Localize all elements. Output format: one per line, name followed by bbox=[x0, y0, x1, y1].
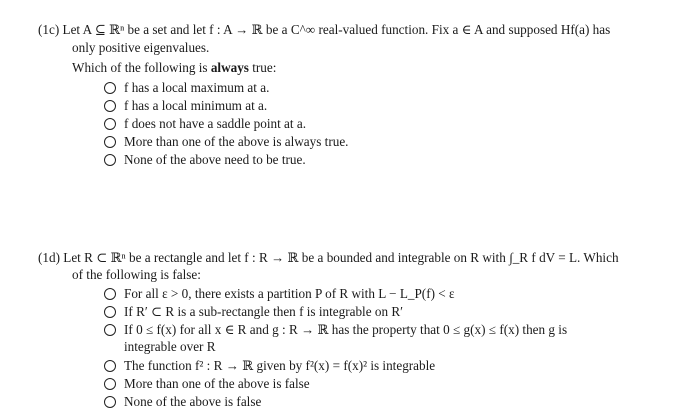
radio-button[interactable] bbox=[104, 288, 116, 300]
radio-button[interactable] bbox=[104, 360, 116, 372]
q1c-prompt-suffix: true: bbox=[248, 60, 277, 75]
q1c-option-4[interactable] bbox=[104, 133, 348, 151]
q1c-option-3-label: f does not have a saddle point at a. bbox=[124, 116, 307, 131]
q1d-option-4[interactable] bbox=[104, 357, 435, 375]
q1d-option-6-label: None of the above is false bbox=[124, 394, 262, 409]
q1d-option-3-label: If 0 ≤ f(x) for all x ∈ R and g : R → ℝ has the property that 0 ≤ g(x) ≤ f(x) then g is bbox=[124, 322, 568, 337]
q1d-option-5-label: More than one of the above is false bbox=[124, 376, 310, 391]
q1d-statement-line2: of the following is false: bbox=[72, 267, 201, 282]
q1c-option-5-label: None of the above need to be true. bbox=[124, 152, 306, 167]
q1c-prompt bbox=[72, 59, 276, 77]
q1c-prompt-prefix: Which of the following is bbox=[72, 60, 211, 75]
q1c-option-4-label: More than one of the above is always true. bbox=[124, 134, 349, 149]
q1c-option-1-label: f has a local maximum at a. bbox=[124, 80, 270, 95]
radio-button[interactable] bbox=[104, 82, 116, 94]
q1d-option-2[interactable] bbox=[104, 303, 403, 321]
radio-button[interactable] bbox=[104, 154, 116, 166]
q1c-option-3[interactable] bbox=[104, 115, 306, 133]
q1d-option-6[interactable] bbox=[104, 393, 261, 411]
radio-button[interactable] bbox=[104, 136, 116, 148]
q1c-statement-line2: only positive eigenvalues. bbox=[72, 40, 210, 55]
q1c-option-2[interactable] bbox=[104, 97, 267, 115]
q1d-statement-line1: (1d) Let R ⊂ ℝⁿ be a rectangle and let f : R → ℝ be a bounded and integrable on R with ∫_R f dV = L. Which bbox=[38, 250, 619, 265]
radio-button[interactable] bbox=[104, 324, 116, 336]
q1c-prompt-bold: always bbox=[210, 60, 249, 75]
q1d-option-3[interactable] bbox=[104, 321, 567, 339]
radio-button[interactable] bbox=[104, 306, 116, 318]
q1d-option-1-label: For all ε > 0, there exists a partition P of R with L − L_P(f) < ε bbox=[124, 286, 455, 301]
radio-button[interactable] bbox=[104, 396, 116, 408]
q1c-option-5[interactable] bbox=[104, 151, 306, 169]
radio-button[interactable] bbox=[104, 118, 116, 130]
radio-button[interactable] bbox=[104, 378, 116, 390]
q1d-option-5[interactable] bbox=[104, 375, 310, 393]
q1c-option-2-label: f has a local minimum at a. bbox=[124, 98, 268, 113]
q1d-option-4-label: The function f² : R → ℝ given by f²(x) = f(x)² is integrable bbox=[124, 358, 436, 373]
q1c-option-1[interactable] bbox=[104, 79, 269, 97]
q1d-option-2-label: If R′ ⊂ R is a sub-rectangle then f is integrable on R′ bbox=[124, 304, 404, 319]
q1d-option-1[interactable] bbox=[104, 285, 455, 303]
q1d-option-3-continuation: integrable over R bbox=[124, 339, 216, 354]
q1c-statement-line1: (1c) Let A ⊆ ℝⁿ be a set and let f : A → ℝ be a C^∞ real-valued function. Fix a ∈ A and supposed Hf(a) has bbox=[38, 22, 611, 37]
radio-button[interactable] bbox=[104, 100, 116, 112]
